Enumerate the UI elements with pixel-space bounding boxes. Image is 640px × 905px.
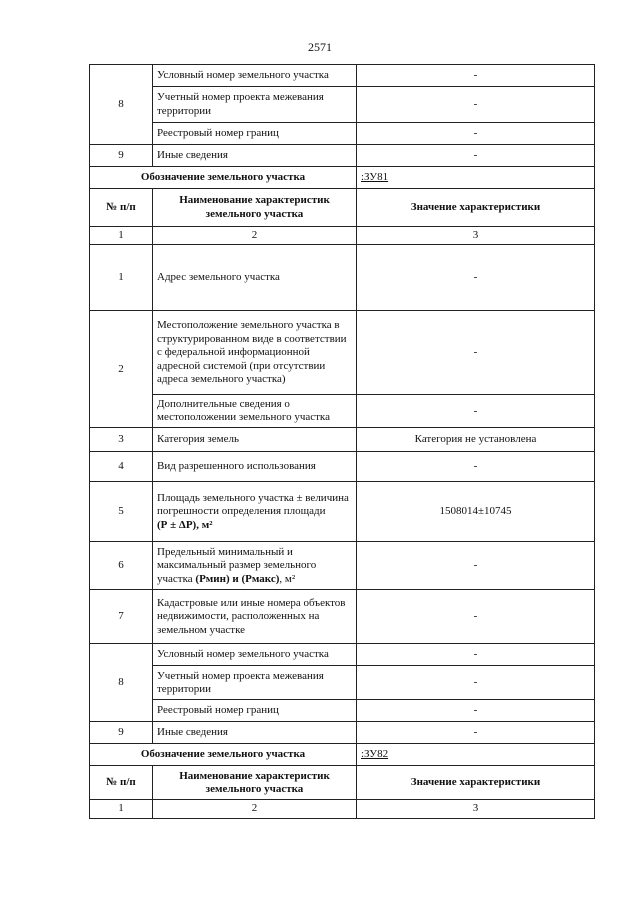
table-row — [90, 395, 595, 428]
field-name: Категория земель — [153, 428, 357, 452]
table-row — [90, 245, 595, 311]
land-plot-table — [89, 64, 595, 819]
table-row — [90, 311, 595, 395]
table-row — [90, 428, 595, 452]
plot-designation-label: Обозначение земельного участка — [90, 167, 357, 189]
field-value: - — [357, 542, 595, 590]
size-unit: , м² — [279, 572, 296, 585]
field-name: Условный номер земельного участка — [153, 65, 357, 87]
field-value: - — [357, 452, 595, 482]
col-index: 2 — [153, 800, 357, 818]
area-formula: (Р ± ΔР), м² — [157, 518, 213, 531]
field-name: Вид разрешенного использования — [153, 452, 357, 482]
row-number: 5 — [90, 482, 153, 542]
table-row — [90, 123, 595, 145]
row-number: 1 — [90, 245, 153, 311]
col-header-value: Значение характеристики — [357, 189, 595, 227]
field-name: Учетный номер проекта межевания территории — [153, 87, 357, 123]
field-name: Дополнительные сведения о местоположении земельного участка — [153, 395, 357, 428]
field-name — [153, 482, 357, 542]
row-number: 8 — [90, 644, 153, 722]
field-value: - — [357, 700, 595, 722]
field-value: - — [357, 666, 595, 700]
field-name: Адрес земельного участка — [153, 245, 357, 311]
col-header-value: Значение характеристики — [357, 766, 595, 800]
field-name: Условный номер земельного участка — [153, 644, 357, 666]
index-row — [90, 227, 595, 245]
table-row — [90, 145, 595, 167]
field-name: Иные сведения — [153, 145, 357, 167]
table-row — [90, 666, 595, 700]
field-value: Категория не установлена — [357, 428, 595, 452]
field-name: Реестровый номер границ — [153, 700, 357, 722]
plot-code: :ЗУ81 — [357, 167, 595, 189]
plot-designation-row — [90, 744, 595, 766]
field-value: - — [357, 722, 595, 744]
row-number: 3 — [90, 428, 153, 452]
size-formula: (Рмин) и (Рмакс) — [195, 572, 280, 585]
field-value: - — [357, 145, 595, 167]
size-text: Предельный минимальный и максимальный размер земельного участка — [157, 545, 317, 585]
col-header-num: № п/п — [90, 766, 153, 800]
field-value: - — [357, 644, 595, 666]
field-value: - — [357, 245, 595, 311]
col-index: 2 — [153, 227, 357, 245]
table-row — [90, 590, 595, 644]
col-index: 3 — [357, 227, 595, 245]
field-name: Иные сведения — [153, 722, 357, 744]
row-number: 2 — [90, 311, 153, 428]
field-value: - — [357, 65, 595, 87]
row-number: 4 — [90, 452, 153, 482]
col-index: 3 — [357, 800, 595, 818]
col-index: 1 — [90, 227, 153, 245]
col-header-num: № п/п — [90, 189, 153, 227]
table-row — [90, 482, 595, 542]
col-header-name: Наименование характеристик земельного участка — [153, 766, 357, 800]
row-number: 9 — [90, 145, 153, 167]
field-name — [153, 542, 357, 590]
field-value: - — [357, 395, 595, 428]
field-value: - — [357, 87, 595, 123]
plot-code: :ЗУ82 — [357, 744, 595, 766]
field-value: 1508014±10745 — [357, 482, 595, 542]
table-row — [90, 700, 595, 722]
plot-designation-row — [90, 167, 595, 189]
table-row — [90, 722, 595, 744]
field-name: Учетный номер проекта межевания территории — [153, 666, 357, 700]
table-row — [90, 644, 595, 666]
col-index: 1 — [90, 800, 153, 818]
field-name: Местоположение земельного участка в структурированном виде в соответствии с федеральной информационной адресной системой (при отсутствии адреса земельного участка) — [153, 311, 357, 395]
field-name: Реестровый номер границ — [153, 123, 357, 145]
row-number: 6 — [90, 542, 153, 590]
field-value: - — [357, 311, 595, 395]
header-row — [90, 766, 595, 800]
row-number: 7 — [90, 590, 153, 644]
row-number: 8 — [90, 65, 153, 145]
index-row — [90, 800, 595, 818]
plot-designation-label: Обозначение земельного участка — [90, 744, 357, 766]
table-row — [90, 87, 595, 123]
field-value: - — [357, 123, 595, 145]
col-header-name: Наименование характеристик земельного участка — [153, 189, 357, 227]
field-value: - — [357, 590, 595, 644]
header-row — [90, 189, 595, 227]
field-name: Кадастровые или иные номера объектов недвижимости, расположенных на земельном участке — [153, 590, 357, 644]
table-row — [90, 542, 595, 590]
area-text: Площадь земельного участка ± величина погрешности определения площади — [157, 491, 349, 518]
row-number: 9 — [90, 722, 153, 744]
table-row — [90, 65, 595, 87]
table-row — [90, 452, 595, 482]
page-number: 2571 — [308, 40, 332, 54]
